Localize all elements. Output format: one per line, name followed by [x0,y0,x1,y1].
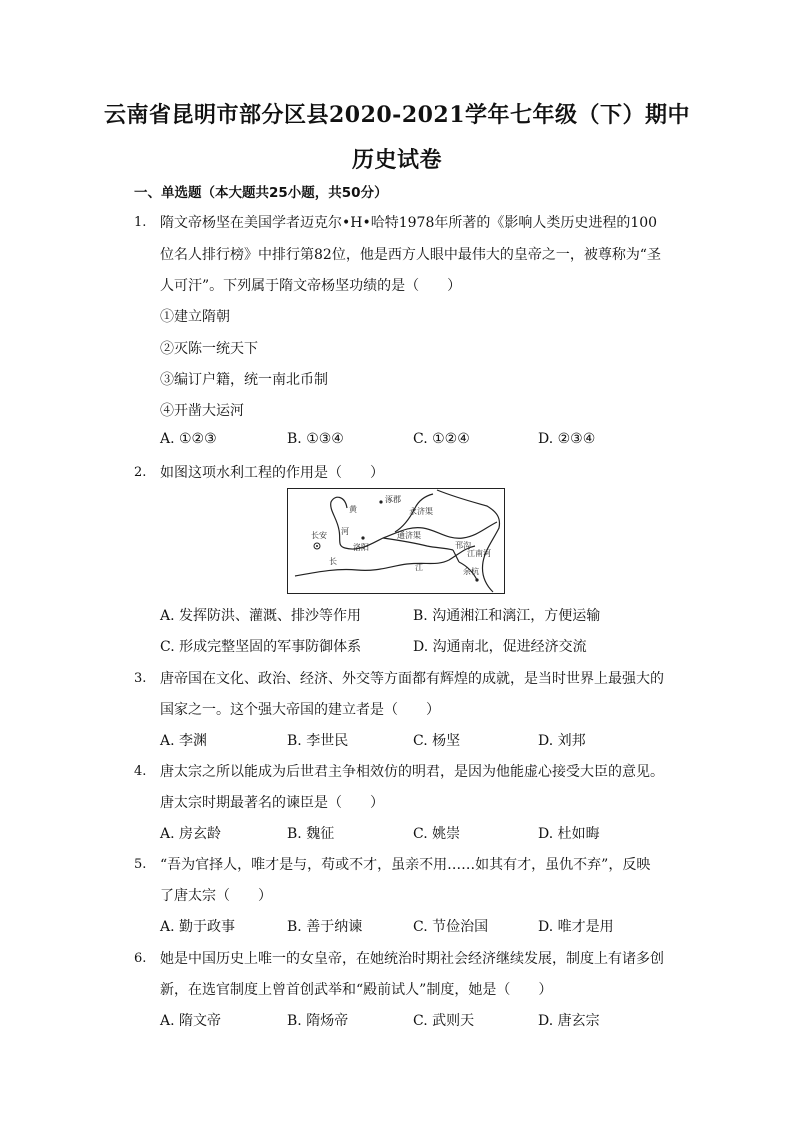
question-5-option-d[interactable]: D. 唯才是用 [538,919,614,935]
map-label-tongji-canal: 通济渠 [397,531,421,540]
question-6-line: 新，在选官制度上曾首创武举和“殿前试人”制度，她是（ ） [160,982,553,998]
map-label-jiang: 江 [415,563,423,572]
question-2-line: 如图这项水利工程的作用是（ ） [160,465,384,481]
question-6-line: 她是中国历史上唯一的女皇帝，在她统治时期社会经济继续发展，制度上有诸多创 [160,951,664,967]
question-5-line: 了唐太宗（ ） [160,888,272,904]
question-1-line: 隋文帝杨坚在美国学者迈克尔•H•哈特1978年所著的《影响人类历史进程的100 [160,215,658,231]
question-1-option-a[interactable]: A. ①②③ [160,431,217,447]
question-1-option-c[interactable]: C. ①②④ [413,431,470,447]
question-6-option-a[interactable]: A. 隋文帝 [160,1013,222,1029]
map-label-luoyang: 洛阳 [353,543,369,552]
map-label-he: 河 [341,527,349,536]
question-4-option-a[interactable]: A. 房玄龄 [160,826,222,842]
question-6-number: 6. [134,951,147,966]
question-5-line: “吾为官择人，唯才是与，苟或不才，虽亲不用……如其有才，虽仇不弃”，反映 [160,857,651,873]
question-4-line: 唐太宗之所以能成为后世君主争相效仿的明君，是因为他能虚心接受大臣的意见。 [160,764,664,780]
question-5-number: 5. [134,857,147,872]
question-2-option-a[interactable]: A. 发挥防洪、灌溉、排沙等作用 [160,608,362,624]
question-1-statement: ①建立隋朝 [160,309,230,325]
question-1-line: 人可汗”。下列属于隋文帝杨坚功绩的是（ ） [160,278,462,294]
question-4-option-c[interactable]: C. 姚崇 [413,826,461,842]
map-label-huang: 黄 [349,505,357,514]
question-1-statement: ③编订户籍，统一南北币制 [160,372,328,388]
question-6-option-c[interactable]: C. 武则天 [413,1013,475,1029]
yuhang-marker [475,578,478,581]
question-3-option-b[interactable]: B. 李世民 [287,733,349,749]
question-1-statement: ②灭陈一统天下 [160,341,258,357]
question-3-option-d[interactable]: D. 刘邦 [538,733,586,749]
question-1-option-d[interactable]: D. ②③④ [538,431,596,447]
question-6-option-b[interactable]: B. 隋炀帝 [287,1013,349,1029]
map-label-yuhang: 余杭 [463,567,479,576]
changan-marker-dot [316,545,318,547]
question-4-option-b[interactable]: B. 魏征 [287,826,335,842]
question-5-option-a[interactable]: A. 勤于政事 [160,919,236,935]
map-label-changan: 长安 [311,531,327,540]
question-1-number: 1. [134,215,147,230]
exam-title-line1: 云南省昆明市部分区县2020-2021学年七年级（下）期中 [103,102,691,128]
map-label-yongji-canal: 永济渠 [409,507,433,516]
question-3-number: 3. [134,671,147,686]
question-4-line: 唐太宗时期最著名的谏臣是（ ） [160,795,384,811]
question-3-line: 唐帝国在文化、政治、经济、外交等方面都有辉煌的成就，是当时世界上最强大的 [160,671,664,687]
map-label-jiangnan-canal: 江南河 [467,549,491,558]
section-heading: 一、单选题（本大题共25小题，共50分） [134,185,388,201]
question-1-line: 位名人排行榜》中排行第82位，他是西方人眼中最伟大的皇帝之一，被尊称为“圣 [160,247,661,263]
question-1-statement: ④开凿大运河 [160,403,244,419]
grand-canal-map [287,488,505,594]
question-2-option-c[interactable]: C. 形成完整坚固的军事防御体系 [160,639,362,655]
question-2-number: 2. [134,465,147,480]
question-4-option-d[interactable]: D. 杜如晦 [538,826,600,842]
luoyang-marker [361,536,364,539]
map-label-chang: 长 [329,557,337,566]
question-3-line: 国家之一。这个强大帝国的建立者是（ ） [160,702,440,718]
map-label-hangou: 邗沟 [455,541,471,550]
question-1-option-b[interactable]: B. ①③④ [287,431,344,447]
question-2-option-b[interactable]: B. 沟通湘江和漓江，方便运输 [413,608,601,624]
question-3-option-a[interactable]: A. 李渊 [160,733,208,749]
question-4-number: 4. [134,764,147,779]
question-6-option-d[interactable]: D. 唐玄宗 [538,1013,600,1029]
exam-title-line2: 历史试卷 [351,147,442,173]
zhuojun-marker [379,500,382,503]
question-2-option-d[interactable]: D. 沟通南北，促进经济交流 [413,639,587,655]
question-5-option-b[interactable]: B. 善于纳谏 [287,919,363,935]
question-3-option-c[interactable]: C. 杨坚 [413,733,461,749]
map-label-zhuojun: 涿郡 [385,495,401,504]
question-5-option-c[interactable]: C. 节俭治国 [413,919,489,935]
